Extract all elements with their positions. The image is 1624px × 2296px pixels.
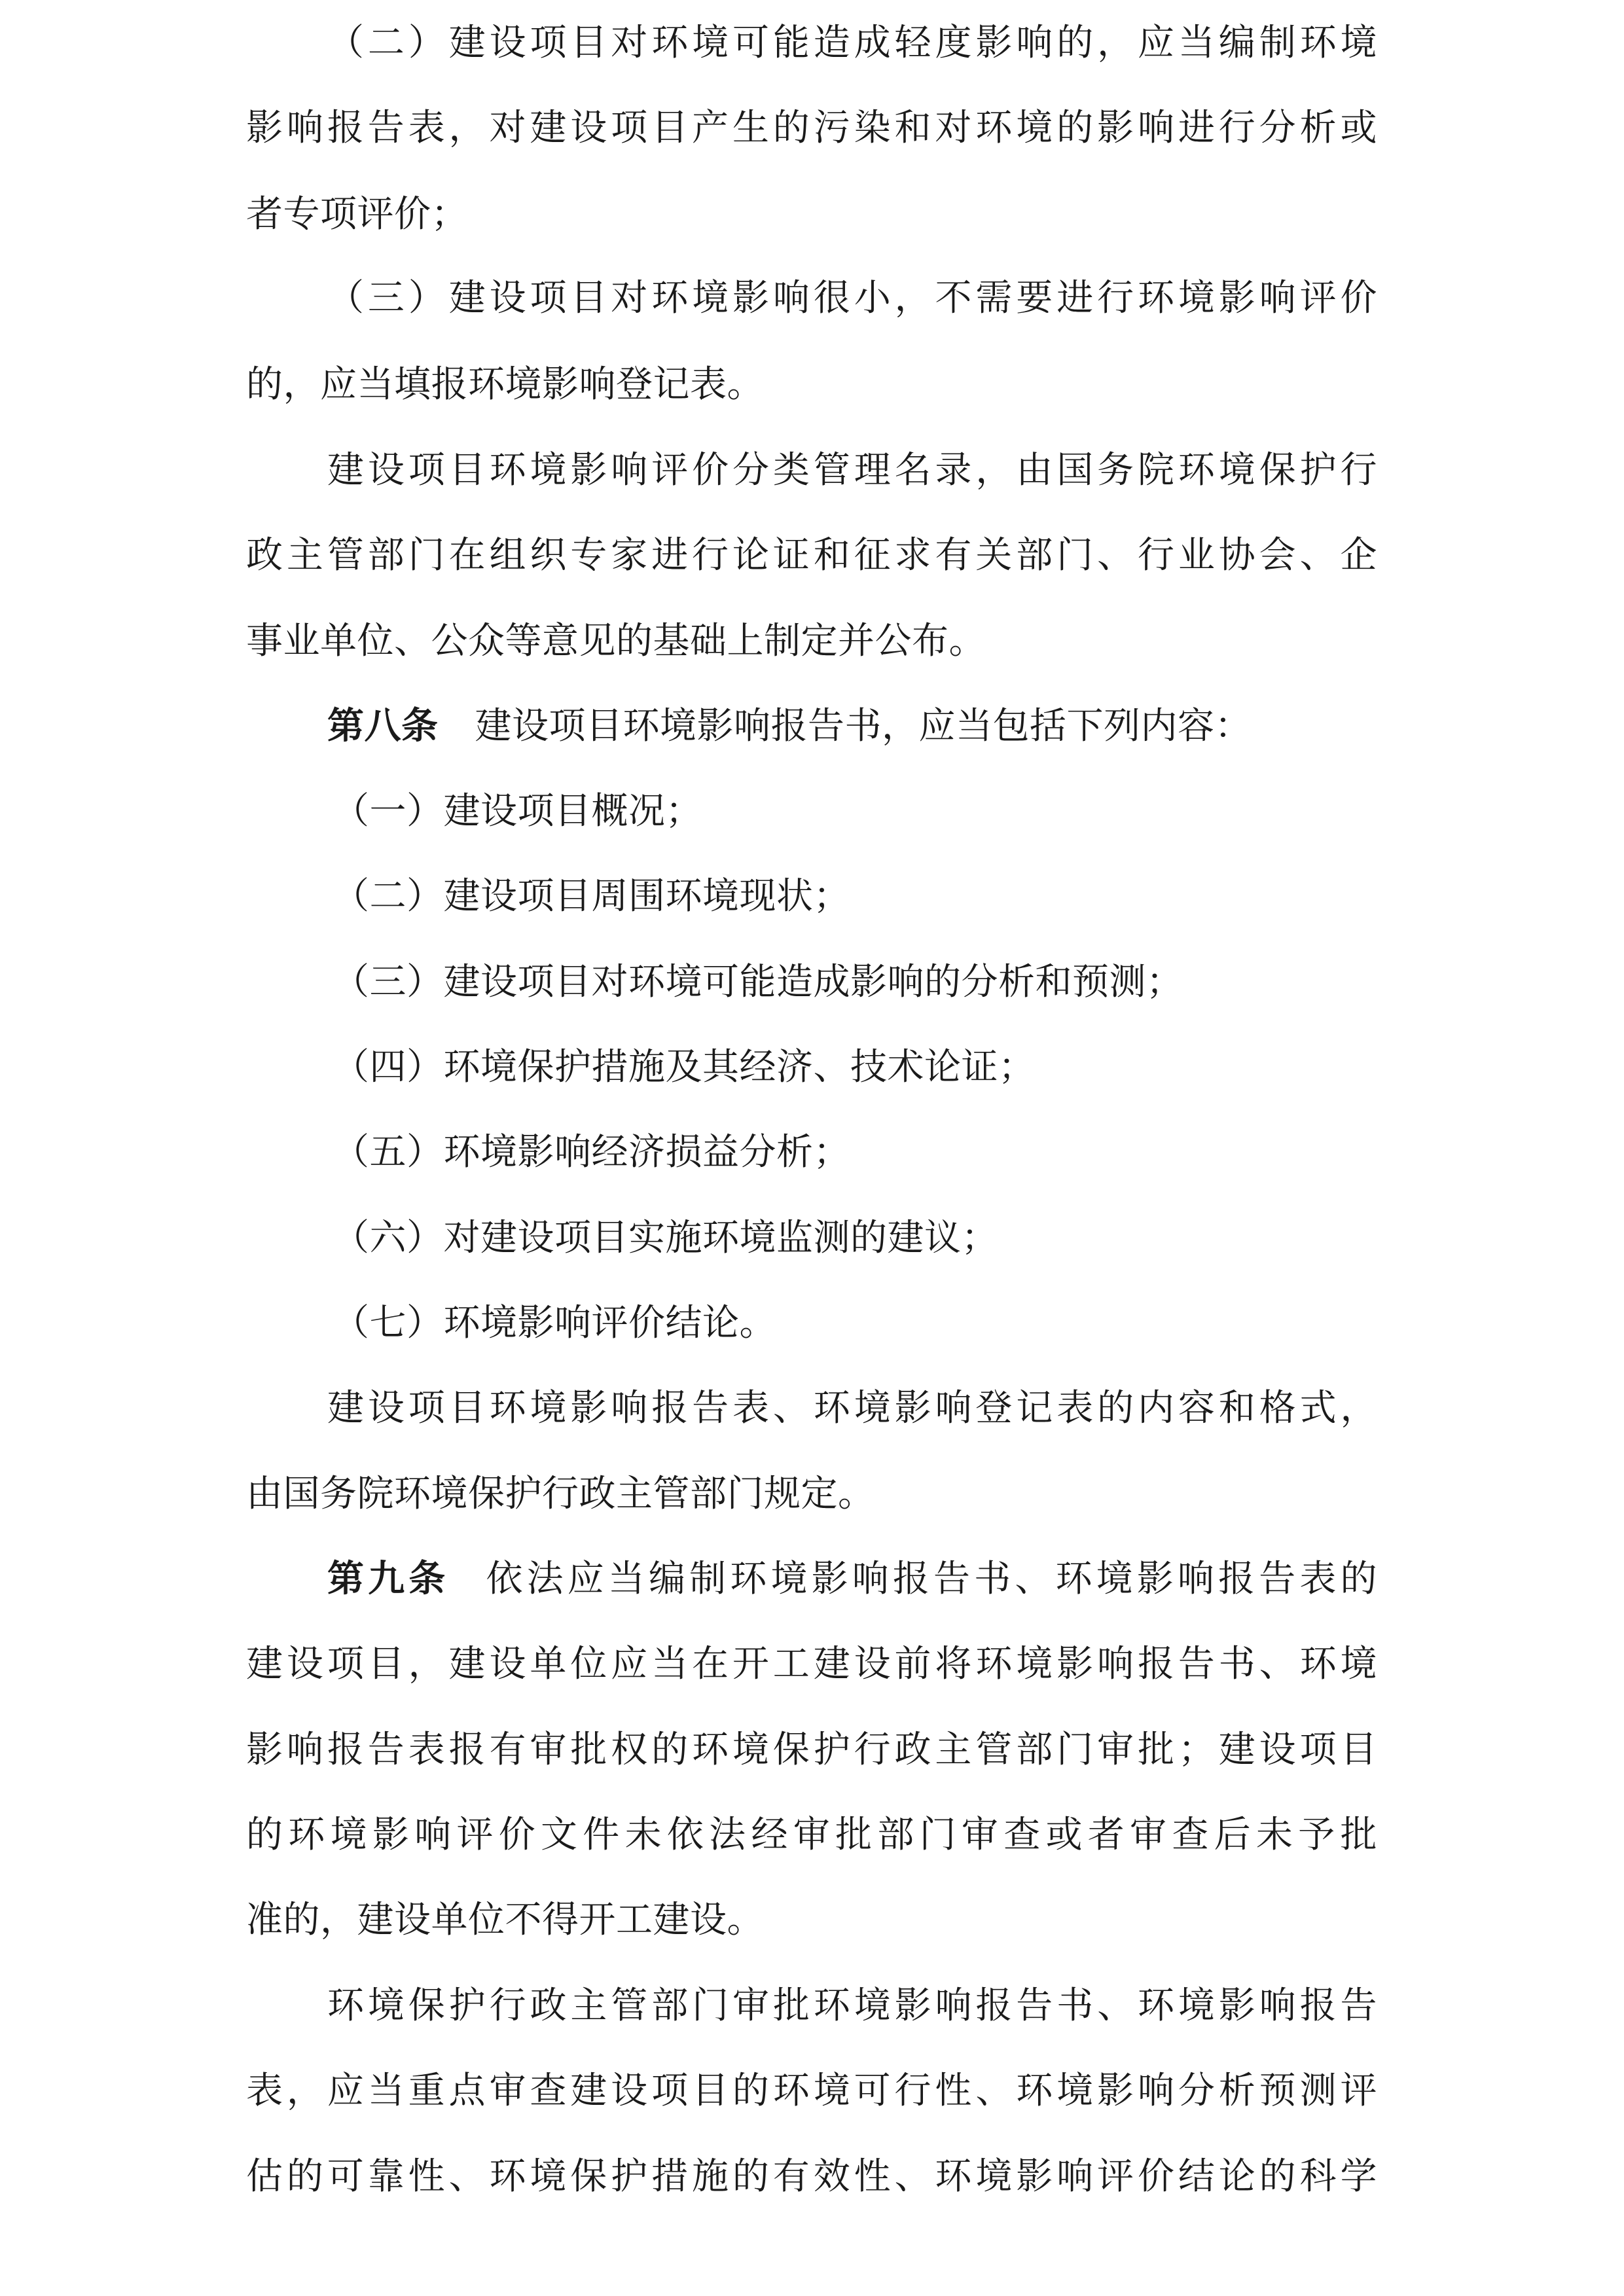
list-item: （二）建设项目周围环境现状； <box>333 875 850 918</box>
list-item: （一）建设项目概况； <box>333 790 702 833</box>
text-line: 建设项目，建设单位应当在开工建设前将环境影响报告书、环境 <box>246 1643 1377 1685</box>
text-line: 由国务院环境保护行政主管部门规定。 <box>246 1473 875 1515</box>
list-item: （七）环境影响评价结论。 <box>333 1302 776 1344</box>
text-line: （二）建设项目对环境可能造成轻度影响的，应当编制环境 <box>327 22 1377 64</box>
text-line: 建设项目环境影响评价分类管理名录，由国务院环境保护行 <box>327 449 1377 492</box>
article-8-heading: 第八条 <box>327 705 439 747</box>
text-line: 估的可靠性、环境保护措施的有效性、环境影响评价结论的科学 <box>246 2155 1377 2198</box>
text-line: （三）建设项目对环境影响很小，不需要进行环境影响评价 <box>327 277 1377 319</box>
text-line: 环境保护行政主管部门审批环境影响报告书、环境影响报告 <box>327 1984 1377 2027</box>
article-9-heading: 第九条 <box>327 1558 450 1600</box>
text-line: 准的，建设单位不得开工建设。 <box>246 1899 764 1941</box>
text-line: 影响报告表，对建设项目产生的污染和对环境的影响进行分析或 <box>246 107 1377 149</box>
article-8-line: 第八条 建设项目环境影响报告书，应当包括下列内容： <box>327 705 1252 747</box>
list-item: （六）对建设项目实施环境监测的建议； <box>333 1217 998 1259</box>
text-line: 事业单位、公众等意见的基础上制定并公布。 <box>246 620 986 662</box>
text-line: 者专项评价； <box>246 193 468 236</box>
list-item: （四）环境保护措施及其经济、技术论证； <box>333 1046 1036 1088</box>
list-item: （三）建设项目对环境可能造成影响的分析和预测； <box>333 961 1183 1003</box>
text-line: 表，应当重点审查建设项目的环境可行性、环境影响分析预测评 <box>246 2070 1377 2112</box>
text-line: 的环境影响评价文件未依法经审批部门审查或者审查后未予批 <box>246 1814 1377 1856</box>
text-line: 影响报告表报有审批权的环境保护行政主管部门审批；建设项目 <box>246 1729 1377 1771</box>
list-item: （五）环境影响经济损益分析； <box>333 1131 850 1174</box>
text-line: 政主管部门在组织专家进行论证和征求有关部门、行业协会、企 <box>246 534 1377 577</box>
article-9-line: 第九条 依法应当编制环境影响报告书、环境影响报告表的 <box>327 1558 1377 1600</box>
text-line: 的，应当填报环境影响登记表。 <box>246 363 764 406</box>
text-line: 建设项目环境影响报告表、环境影响登记表的内容和格式， <box>327 1387 1377 1429</box>
